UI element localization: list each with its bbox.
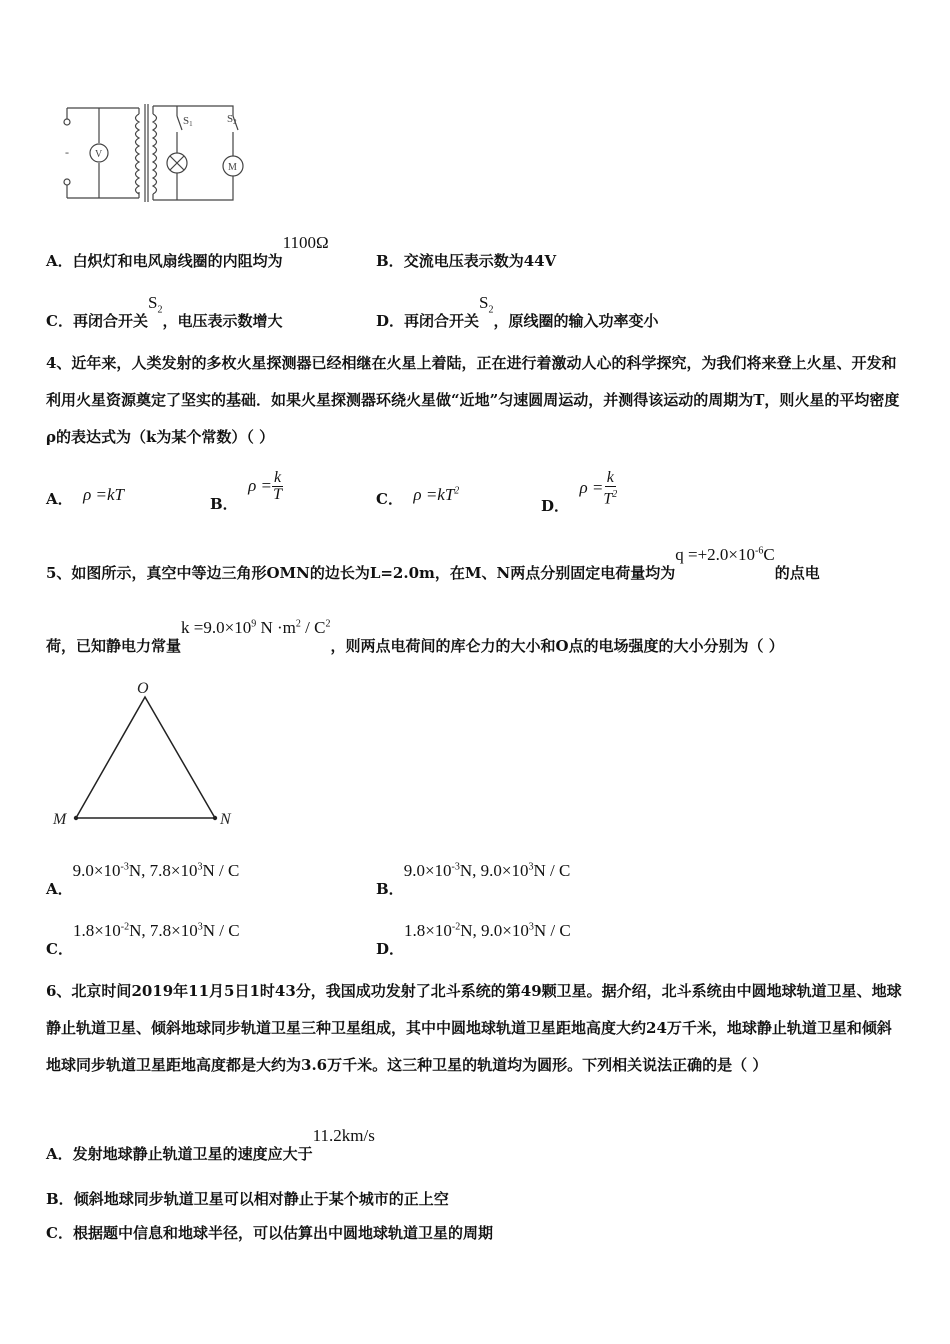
q5-option-c: C．$1.8\times 10^{-2}N$, $7.8\times 10^3N / C$ xyxy=(46,921,240,958)
q3-option-a-math: 1100Ω xyxy=(282,233,329,252)
q4-option-d: D． ρ = $\frac{k}{T^2}$ xyxy=(541,469,618,515)
q3-option-a: A．白炽灯和电风扇线圈的内阻均为1100Ω xyxy=(46,233,329,270)
svg-text:-: - xyxy=(65,145,69,159)
switch-s1 xyxy=(177,116,182,130)
q6-option-b: B．倾斜地球同步轨道卫星可以相对静止于某个城市的正上空 xyxy=(46,1190,449,1208)
primary-coil xyxy=(136,114,140,194)
label-o: O xyxy=(137,680,149,697)
voltmeter-label: V xyxy=(95,149,103,160)
point-n xyxy=(213,816,217,820)
q3-option-c-math: $S_2$ xyxy=(147,293,163,316)
q3-option-b: B．交流电压表示数为44V xyxy=(376,252,557,270)
q3-option-d-math: $S_2$ xyxy=(479,293,494,316)
q4-stem: 4、近年来，人类发射的多枚火星探测器已经相继在火星上着陆，正在进行着激动人心的科学探究，为我们将来登上火星、开发和利用火星资源奠定了坚实的基础．如果火星探测器环绕火星做“近地”匀速圆周运动，并测得该运动的周期为T，则火星的平均密度ρ的表达式为（k为某个常数）（ ） xyxy=(46,354,900,446)
q6-option-a: A．发射地球静止轨道卫星的速度应大于11.2km/s xyxy=(46,1126,375,1163)
q4-option-a: A． ρ =kT xyxy=(46,485,124,508)
q6-option-c: C．根据题中信息和地球半径，可以估算出中圆地球轨道卫星的周期 xyxy=(46,1224,493,1242)
q3-option-c: C．再闭合开关$S_2$，电压表示数增大 xyxy=(46,293,283,330)
q5-option-d: D．$1.8\times 10^{-2}N$, $9.0\times 10^3N / C$ xyxy=(376,921,571,958)
label-m: M xyxy=(53,811,67,828)
transformer-circuit-diagram xyxy=(55,98,255,208)
q5-stem-line2: 荷，已知静电力常量$k =9.0\times 10^9$ $N \cdot m^2 / C^2$，则两点电荷间的库仑力的大小和O点的电场强度的大小分别为（ ） xyxy=(46,618,784,655)
q5-stem-line1: 5、如图所示，真空中等边三角形OMN的边长为L=2.0m，在M、N两点分别固定电荷量均为$q =+2.0\times 10^{-6}C$的点电 xyxy=(46,545,820,582)
triangle-omn-diagram xyxy=(45,675,245,835)
label-n: N xyxy=(220,811,231,828)
switch-s2-label: S2 xyxy=(227,113,237,126)
q5-charge-math: $q =+2.0\times 10^{-6}C$ xyxy=(675,545,775,564)
q4-option-b-fraction: $\frac{k}{T}$ xyxy=(273,469,283,503)
q4-option-d-fraction: $\frac{k}{T^2}$ xyxy=(603,469,618,508)
switch-s1-label: S1 xyxy=(183,115,193,128)
q6-option-a-math: 11.2km/s xyxy=(312,1126,375,1145)
q3-option-d: D．再闭合开关$S_2$，原线圈的输入功率变小 xyxy=(376,293,659,330)
input-terminal-top xyxy=(64,119,70,125)
point-m xyxy=(74,816,78,820)
input-terminal-bottom xyxy=(64,179,70,185)
q6-stem: 6、北京时间2019年11月5日1时43分，我国成功发射了北斗系统的第49颗卫星。据介绍，北斗系统由中圆地球轨道卫星、地球静止轨道卫星、倾斜地球同步轨道卫星三种卫星组成，其中中圆地球轨道卫星距地高度大约24万千米，地球静止轨道卫星和倾斜地球同步轨道卫星距地高度都是大约为3.6万千米。这三种卫星的轨道均为圆形。下列相关说法正确的是（ ） xyxy=(46,982,902,1074)
q5-option-a: A．$9.0\times 10^{-3}N$, $7.8\times 10^3N / C$ xyxy=(46,861,240,898)
secondary-coil xyxy=(153,114,157,194)
q5-coulomb-constant-math: $k =9.0\times 10^9$ $N \cdot m^2 / C^2$ xyxy=(181,618,331,637)
q4-option-c: C． $\rho =kT^2$ xyxy=(376,485,460,508)
motor-label: M xyxy=(228,162,237,173)
q4-option-b: B． ρ = $\frac{k}{T}$ xyxy=(210,469,283,513)
q5-option-b: B．$9.0\times 10^{-3}N$, $9.0\times 10^3N / C$ xyxy=(376,861,571,898)
